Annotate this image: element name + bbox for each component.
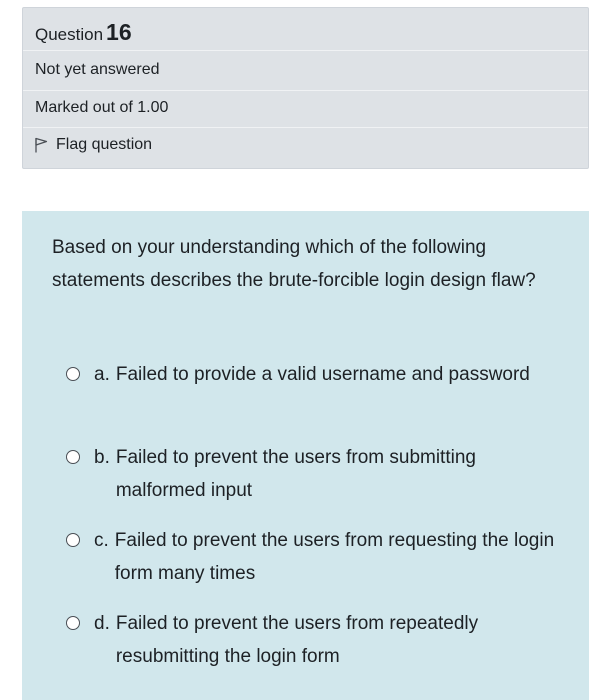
question-label: Question — [35, 25, 104, 44]
option-text: Failed to prevent the users from repeatedly resubmitting the login form — [115, 613, 479, 667]
option-letter: b. — [94, 447, 110, 468]
flag-icon — [34, 137, 48, 153]
question-text: Based on your understanding which of the following statements describes the brute-forcible login design flaw? — [52, 237, 536, 291]
flag-question-label: Flag question — [56, 136, 153, 153]
option-letter: a. — [94, 364, 110, 385]
question-state: Not yet answered — [35, 61, 160, 78]
option-text: Failed to provide a valid username and password — [115, 364, 530, 385]
option-text: Failed to prevent the users from requesting the login form many times — [114, 530, 555, 584]
divider — [23, 127, 588, 128]
radio-button[interactable] — [66, 450, 80, 464]
question-grade: Marked out of 1.00 — [35, 99, 169, 116]
option-letter: d. — [94, 613, 110, 634]
radio-button[interactable] — [66, 616, 80, 630]
option-letter: c. — [94, 530, 109, 551]
question-info-panel — [22, 7, 589, 169]
divider — [23, 90, 588, 91]
divider — [23, 50, 588, 51]
question-content — [22, 211, 589, 700]
answer-option-b[interactable] — [66, 441, 566, 507]
radio-button[interactable] — [66, 533, 80, 547]
answer-option-d[interactable] — [66, 607, 566, 673]
answer-option-a[interactable] — [66, 358, 566, 391]
question-title — [35, 19, 132, 46]
option-text: Failed to prevent the users from submitting malformed input — [115, 447, 476, 501]
radio-button[interactable] — [66, 367, 80, 381]
answer-option-c[interactable] — [66, 524, 566, 590]
flag-question-link[interactable] — [34, 136, 152, 154]
question-number: 16 — [106, 19, 132, 45]
